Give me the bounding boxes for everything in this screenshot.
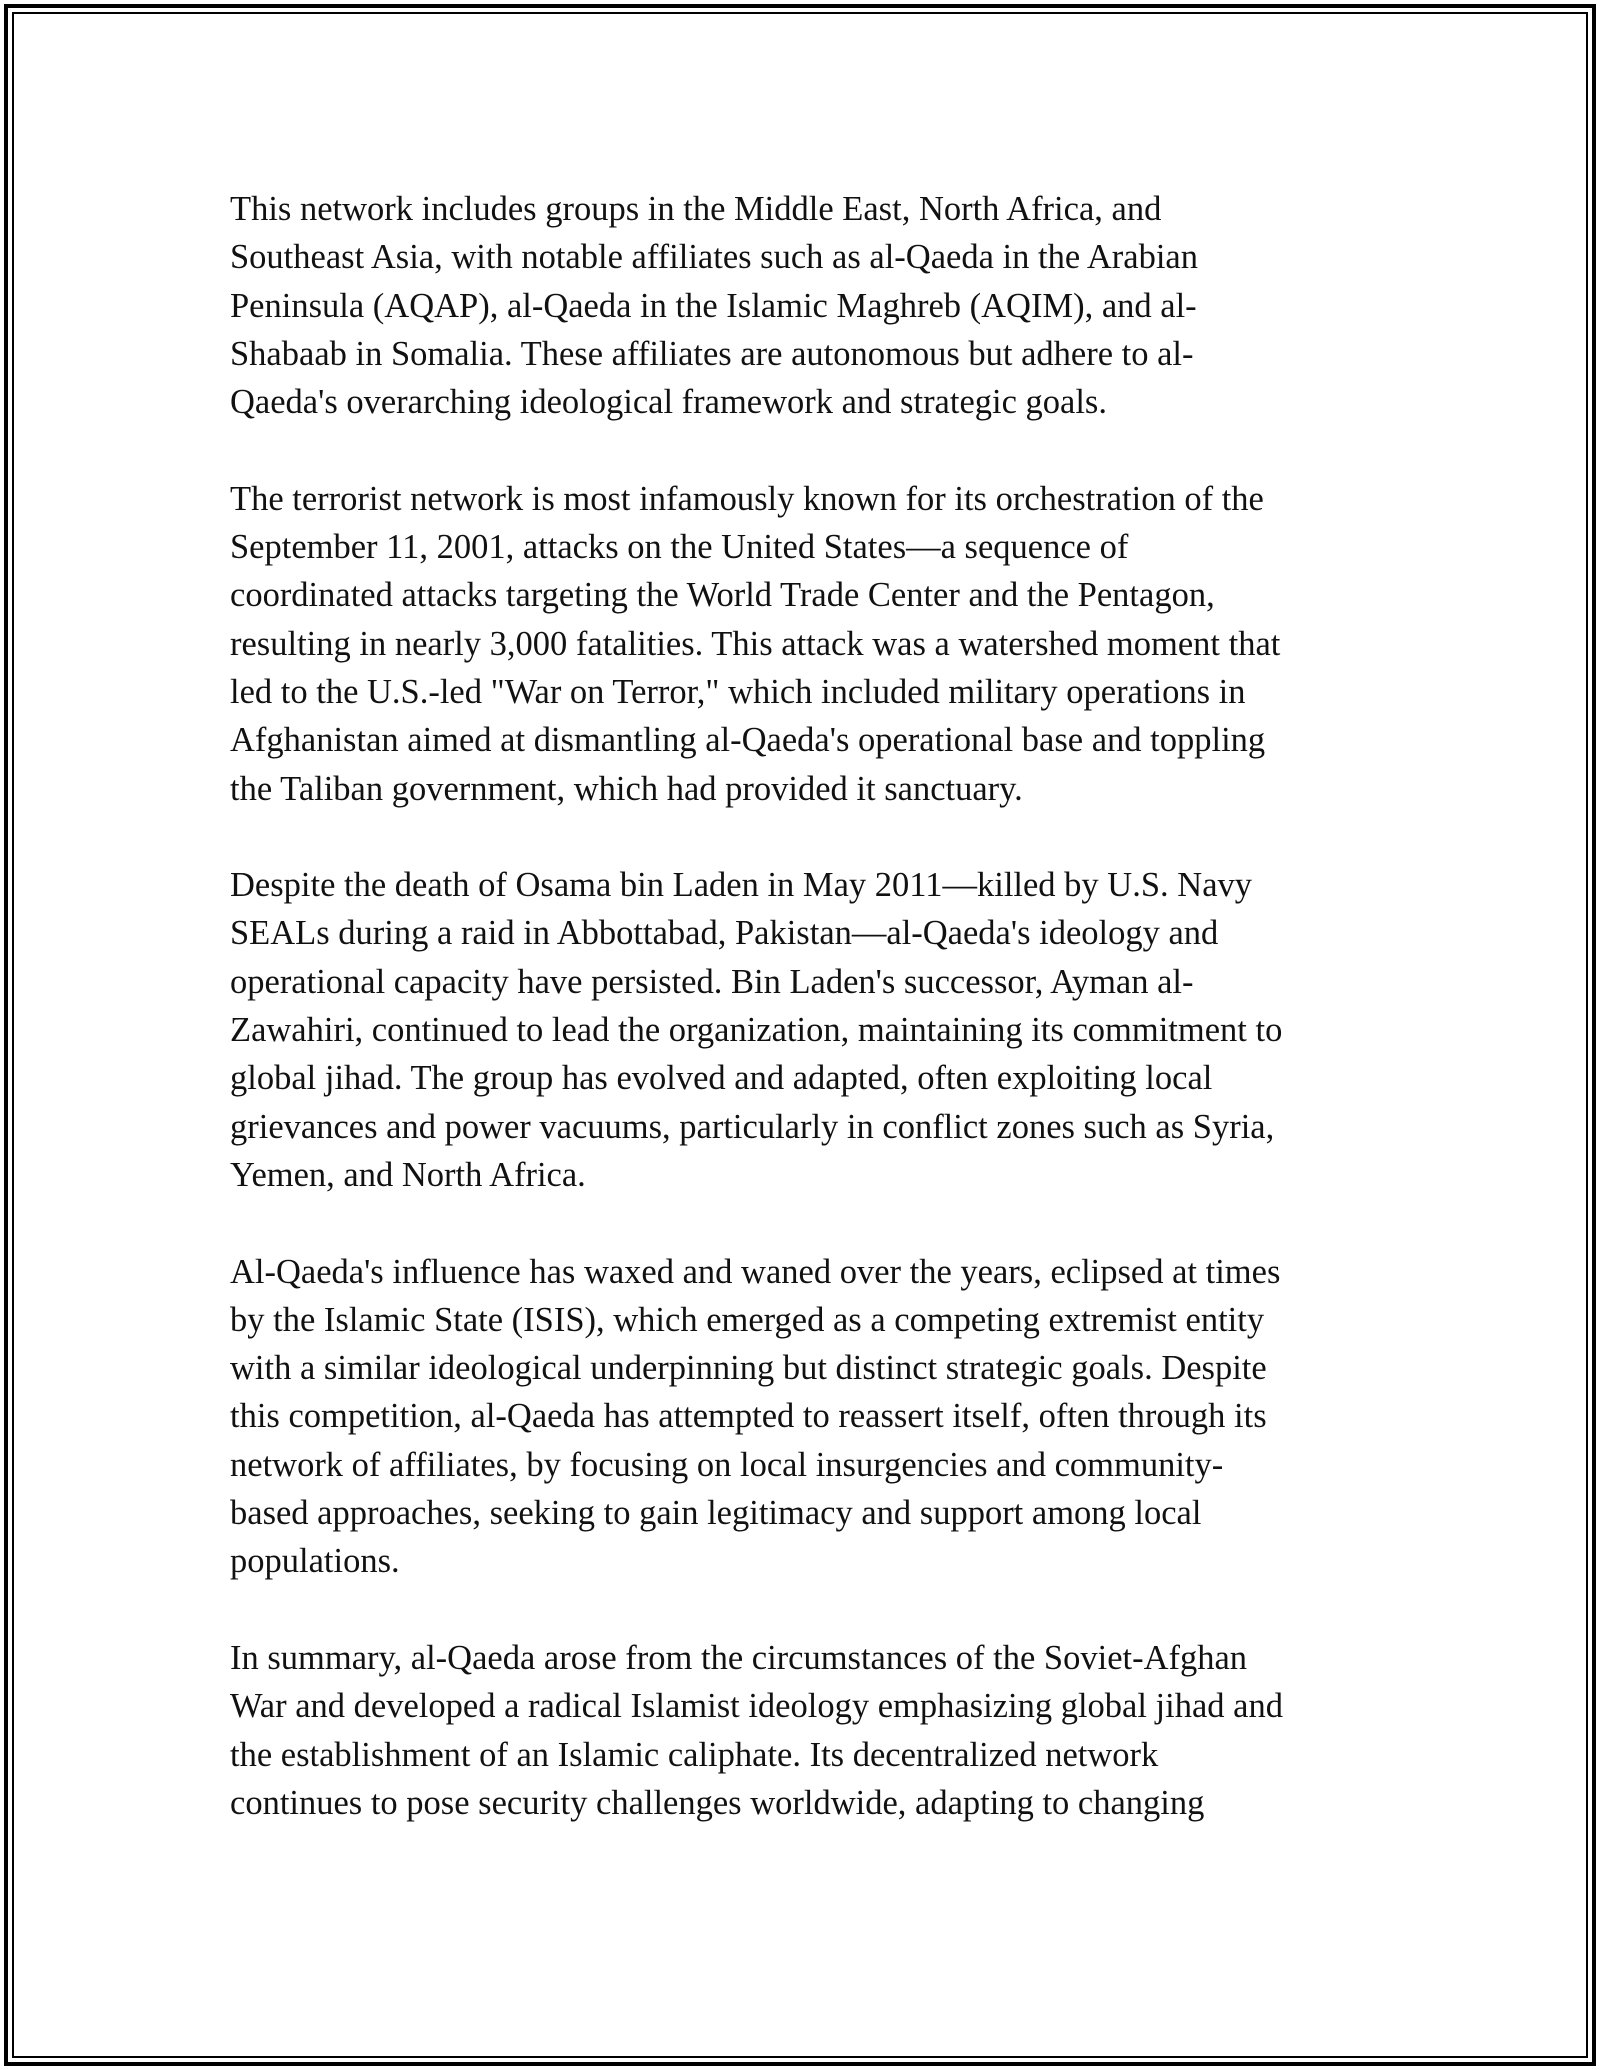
text-line: the Taliban government, which had provided it sanctuary. <box>230 769 1023 808</box>
text-line: resulting in nearly 3,000 fatalities. This attack was a watershed moment that <box>230 624 1281 663</box>
text-line: with a similar ideological underpinning but distinct strategic goals. Despite <box>230 1349 1267 1388</box>
paragraph-1 <box>230 185 1370 426</box>
text-line: this competition, al-Qaeda has attempted to reassert itself, often through its <box>230 1397 1267 1436</box>
text-line: Southeast Asia, with notable affiliates such as al-Qaeda in the Arabian <box>230 238 1198 277</box>
text-line: continues to pose security challenges worldwide, adapting to changing <box>230 1783 1205 1822</box>
text-line: by the Islamic State (ISIS), which emerged as a competing extremist entity <box>230 1300 1265 1339</box>
text-line: War and developed a radical Islamist ideology emphasizing global jihad and <box>230 1687 1283 1726</box>
text-line: In summary, al-Qaeda arose from the circumstances of the Soviet-Afghan <box>230 1638 1248 1677</box>
text-line: The terrorist network is most infamously known for its orchestration of the <box>230 479 1264 518</box>
text-line: Qaeda's overarching ideological framework and strategic goals. <box>230 383 1107 422</box>
text-line: Shabaab in Somalia. These affiliates are autonomous but adhere to al- <box>230 334 1194 373</box>
paragraph-3 <box>230 861 1370 1199</box>
text-line: This network includes groups in the Middle East, North Africa, and <box>230 190 1162 228</box>
paragraph-5 <box>230 1634 1370 1827</box>
text-line: the establishment of an Islamic caliphate. Its decentralized network <box>230 1735 1159 1774</box>
text-line: based approaches, seeking to gain legitimacy and support among local <box>230 1494 1202 1533</box>
paragraph-2 <box>230 475 1370 813</box>
text-line: coordinated attacks targeting the World Trade Center and the Pentagon, <box>230 576 1215 615</box>
text-line: operational capacity have persisted. Bin Laden's successor, Ayman al- <box>230 962 1194 1001</box>
text-line: populations. <box>230 1542 400 1581</box>
text-line: global jihad. The group has evolved and adapted, often exploiting local <box>230 1059 1213 1098</box>
paragraph-4 <box>230 1248 1370 1586</box>
text-line: SEALs during a raid in Abbottabad, Pakistan—al-Qaeda's ideology and <box>230 914 1219 953</box>
text-line: September 11, 2001, attacks on the United States—a sequence of <box>230 528 1129 567</box>
text-line: network of affiliates, by focusing on local insurgencies and community- <box>230 1445 1224 1484</box>
text-line: Zawahiri, continued to lead the organization, maintaining its commitment to <box>230 1011 1283 1050</box>
text-line: Al-Qaeda's influence has waxed and waned over the years, eclipsed at times <box>230 1252 1281 1291</box>
text-line: Peninsula (AQAP), al-Qaeda in the Islamic Maghreb (AQIM), and al- <box>230 286 1197 325</box>
document-body <box>230 185 1370 1875</box>
text-line: Despite the death of Osama bin Laden in May 2011—killed by U.S. Navy <box>230 866 1253 905</box>
text-line: led to the U.S.-led "War on Terror," which included military operations in <box>230 672 1246 711</box>
text-line: grievances and power vacuums, particularly in conflict zones such as Syria, <box>230 1107 1275 1146</box>
text-line: Yemen, and North Africa. <box>230 1155 586 1194</box>
text-line: Afghanistan aimed at dismantling al-Qaeda's operational base and toppling <box>230 721 1266 760</box>
